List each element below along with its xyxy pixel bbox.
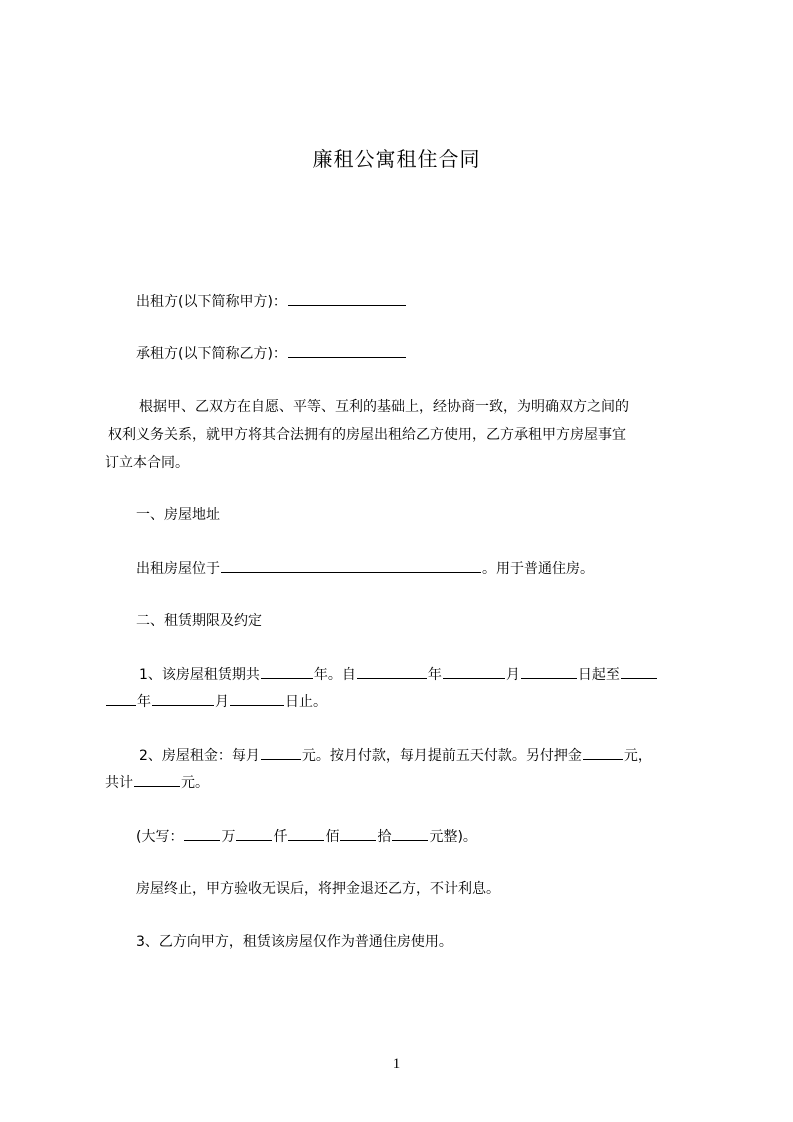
capital-wan: 万 [221, 829, 236, 845]
rent-unit-2: 元， [623, 748, 652, 764]
start-year-label: 年 [427, 667, 442, 683]
term-prefix: 1、该房屋租赁期共 [139, 667, 260, 683]
start-day-blank[interactable] [521, 664, 577, 679]
total-blank[interactable] [134, 772, 180, 787]
address-suffix: 。用于普通住房。 [482, 561, 594, 577]
term-years-blank[interactable] [261, 664, 313, 679]
term-line-1 [139, 664, 658, 685]
start-month-blank[interactable] [443, 664, 505, 679]
capital-yuan-blank[interactable] [392, 826, 428, 841]
intro-line-2: 权利义务关系，就甲方将其合法拥有的房屋出租给乙方使用，乙方承租甲方房屋事宜 [108, 427, 626, 443]
capital-prefix: (大写： [136, 829, 184, 845]
end-year-blank-part1[interactable] [621, 664, 657, 679]
monthly-rent-blank[interactable] [261, 745, 301, 760]
capital-line [136, 826, 477, 847]
address-blank[interactable] [221, 558, 481, 573]
party-a-line [136, 291, 407, 312]
rent-prefix: 2、房屋租金：每月 [139, 748, 260, 764]
capital-shi: 拾 [377, 829, 392, 845]
page-number: 1 [392, 1056, 401, 1072]
capital-bai-blank[interactable] [288, 826, 324, 841]
term-year-label: 年。自 [313, 667, 356, 683]
end-year-label: 年 [137, 694, 151, 710]
end-day-blank[interactable] [230, 691, 284, 706]
rent-line-1 [139, 745, 652, 766]
rent-line-2 [105, 772, 209, 793]
party-b-line [136, 343, 407, 364]
intro-line-3: 订立本合同。 [105, 455, 189, 471]
document-title: 廉租公寓租住合同 [312, 147, 481, 171]
start-year-blank[interactable] [357, 664, 427, 679]
party-b-blank[interactable] [288, 343, 406, 358]
end-month-blank[interactable] [152, 691, 214, 706]
capital-yuan: 元整)。 [429, 829, 477, 845]
usage-line: 3、乙方向甲方，租赁该房屋仅作为普通住房使用。 [136, 934, 453, 950]
start-month-label: 月 [505, 667, 520, 683]
end-year-blank-part2[interactable] [106, 691, 136, 706]
end-month-label: 月 [215, 694, 229, 710]
deposit-return-line: 房屋终止，甲方验收无误后，将押金退还乙方，不计利息。 [136, 881, 500, 897]
deposit-blank[interactable] [583, 745, 623, 760]
intro-line-1: 根据甲、乙双方在自愿、平等、互利的基础上，经协商一致，为明确双方之间的 [139, 399, 629, 415]
term-line-2 [105, 691, 327, 712]
address-prefix: 出租房屋位于 [136, 561, 220, 577]
total-prefix: 共计 [105, 775, 133, 791]
capital-shi-blank[interactable] [340, 826, 376, 841]
party-a-label: 出租方(以下简称甲方)： [136, 294, 287, 310]
section1-heading: 一、房屋地址 [136, 507, 220, 523]
capital-qian-blank[interactable] [236, 826, 272, 841]
start-day-label: 日起至 [577, 667, 620, 683]
address-line [136, 558, 594, 579]
total-unit: 元。 [181, 775, 209, 791]
capital-bai: 佰 [325, 829, 340, 845]
capital-qian: 仟 [273, 829, 288, 845]
end-day-label: 日止。 [285, 694, 327, 710]
party-b-label: 承租方(以下简称乙方)： [136, 346, 287, 362]
rent-unit-1: 元。按月付款，每月提前五天付款。另付押金 [301, 748, 582, 764]
capital-wan-blank[interactable] [184, 826, 220, 841]
party-a-blank[interactable] [288, 291, 406, 306]
section2-heading: 二、租赁期限及约定 [136, 613, 262, 629]
